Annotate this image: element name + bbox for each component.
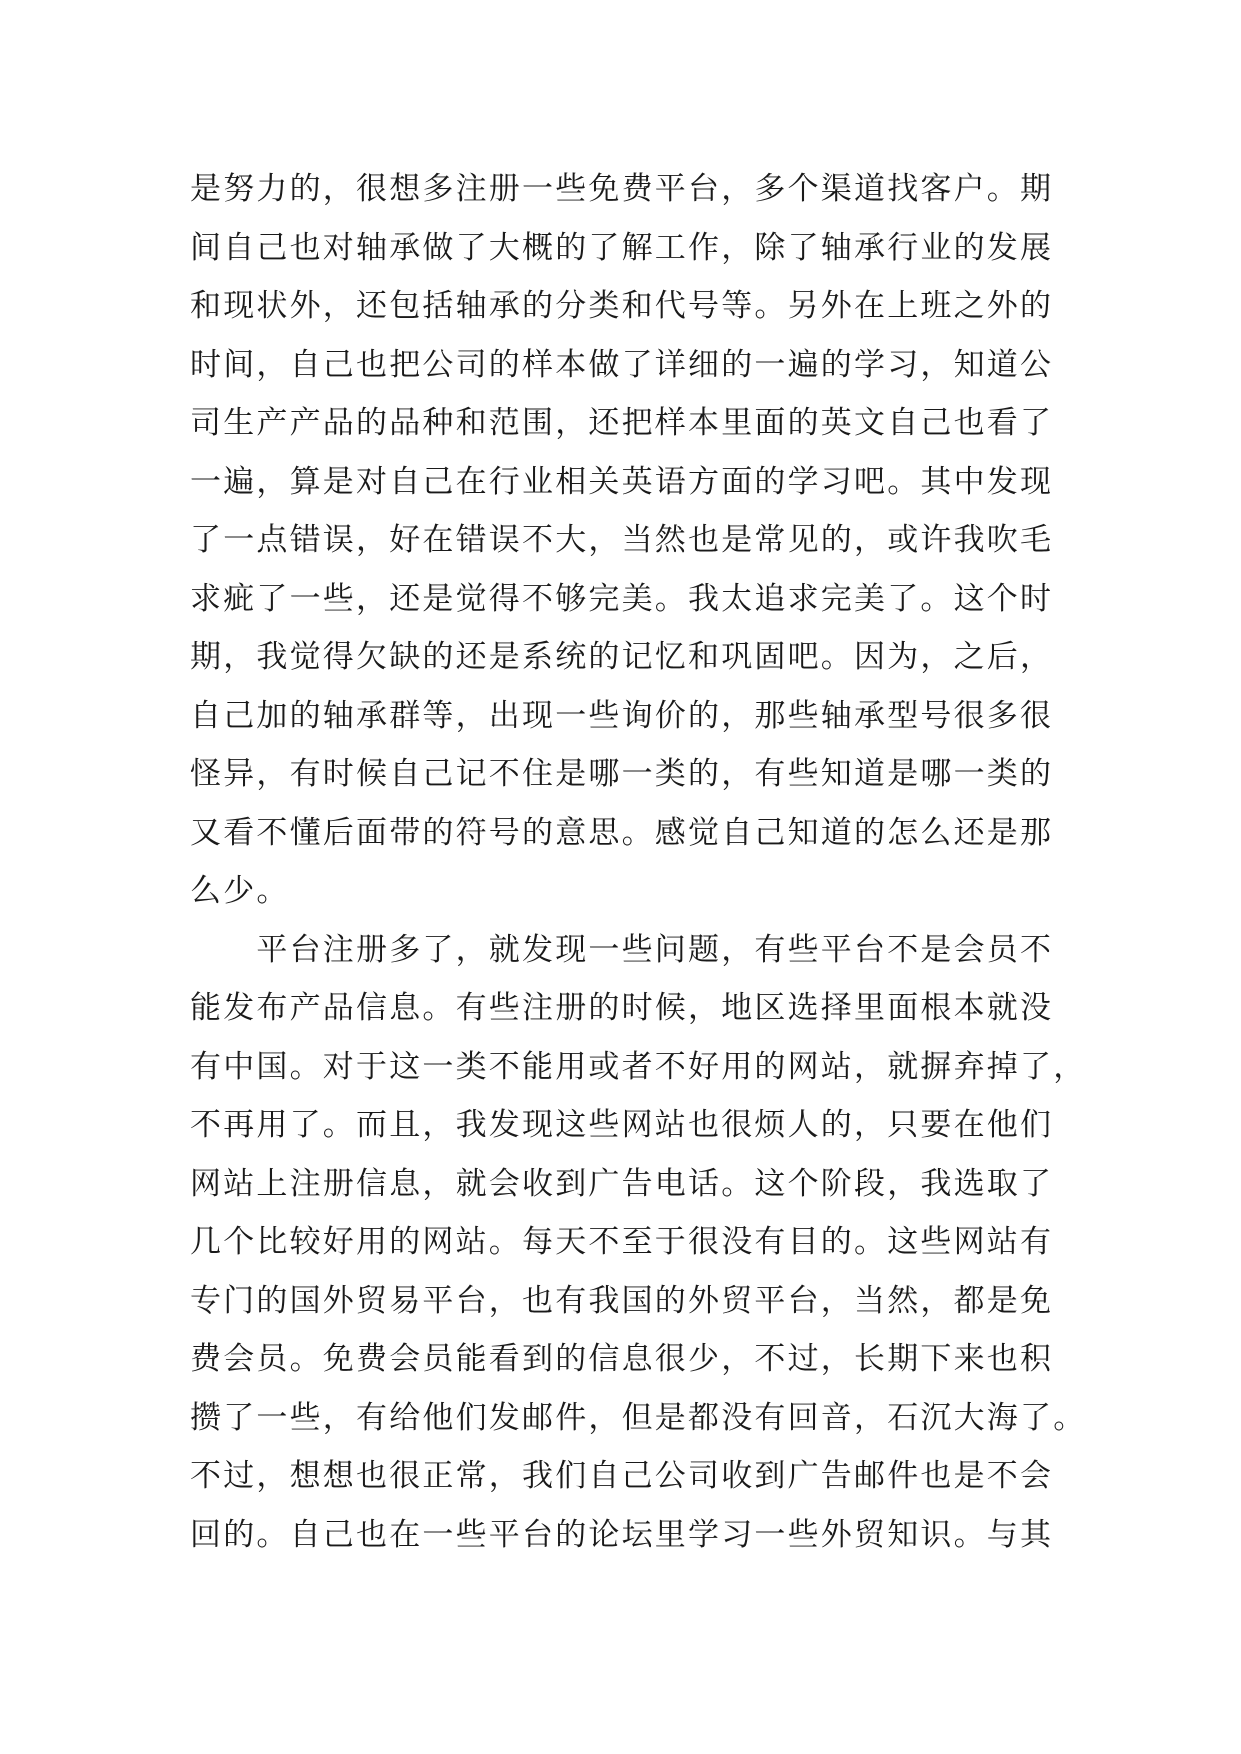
text-line: 自己加的轴承群等，出现一些询价的，那些轴承型号很多很 (190, 697, 1054, 734)
text-line: 专门的国外贸易平台，也有我国的外贸平台，当然，都是免 (190, 1282, 1054, 1319)
text-line: 一遍，算是对自己在行业相关英语方面的学习吧。其中发现 (190, 463, 1054, 500)
text-line: 回的。自己也在一些平台的论坛里学习一些外贸知识。与其 (190, 1516, 1054, 1553)
text-line: 几个比较好用的网站。每天不至于很没有目的。这些网站有 (190, 1224, 1054, 1260)
text-line: 又看不懂后面带的符号的意思。感觉自己知道的怎么还是那 (190, 814, 1054, 851)
text-line: 网站上注册信息，就会收到广告电话。这个阶段，我选取了 (190, 1165, 1054, 1202)
text-line: 怪异，有时候自己记不住是哪一类的，有些知道是哪一类的 (190, 756, 1054, 792)
text-line: 平台注册多了，就发现一些问题，有些平台不是会员不 (190, 931, 1054, 968)
text-line: 时间，自己也把公司的样本做了详细的一遍的学习，知道公 (190, 346, 1054, 383)
text-line: 么少。 (190, 873, 290, 909)
text-line: 不过，想想也很正常，我们自己公司收到广告邮件也是不会 (190, 1458, 1054, 1494)
text-line: 不再用了。而且，我发现这些网站也很烦人的，只要在他们 (190, 1107, 1054, 1143)
text-line: 求疵了一些，还是觉得不够完美。我太追求完美了。这个时 (190, 580, 1054, 617)
body-text (190, 160, 1087, 1564)
text-line: 能发布产品信息。有些注册的时候，地区选择里面根本就没 (190, 990, 1054, 1026)
text-line: 期，我觉得欠缺的还是系统的记忆和巩固吧。因为，之后， (190, 639, 1054, 675)
text-line: 是努力的，很想多注册一些免费平台，多个渠道找客户。期 (190, 171, 1054, 207)
text-line: 攒了一些，有给他们发邮件，但是都没有回音，石沉大海了。 (190, 1399, 1087, 1436)
text-line: 费会员。免费会员能看到的信息很少，不过，长期下来也积 (190, 1341, 1054, 1377)
text-line: 和现状外，还包括轴承的分类和代号等。另外在上班之外的 (190, 288, 1054, 324)
text-line: 有中国。对于这一类不能用或者不好用的网站，就摒弃掉了， (190, 1048, 1087, 1085)
text-line: 间自己也对轴承做了大概的了解工作，除了轴承行业的发展 (190, 229, 1054, 266)
text-line: 了一点错误，好在错误不大，当然也是常见的，或许我吹毛 (190, 522, 1054, 558)
text-line: 司生产产品的品种和范围，还把样本里面的英文自己也看了 (190, 405, 1054, 441)
